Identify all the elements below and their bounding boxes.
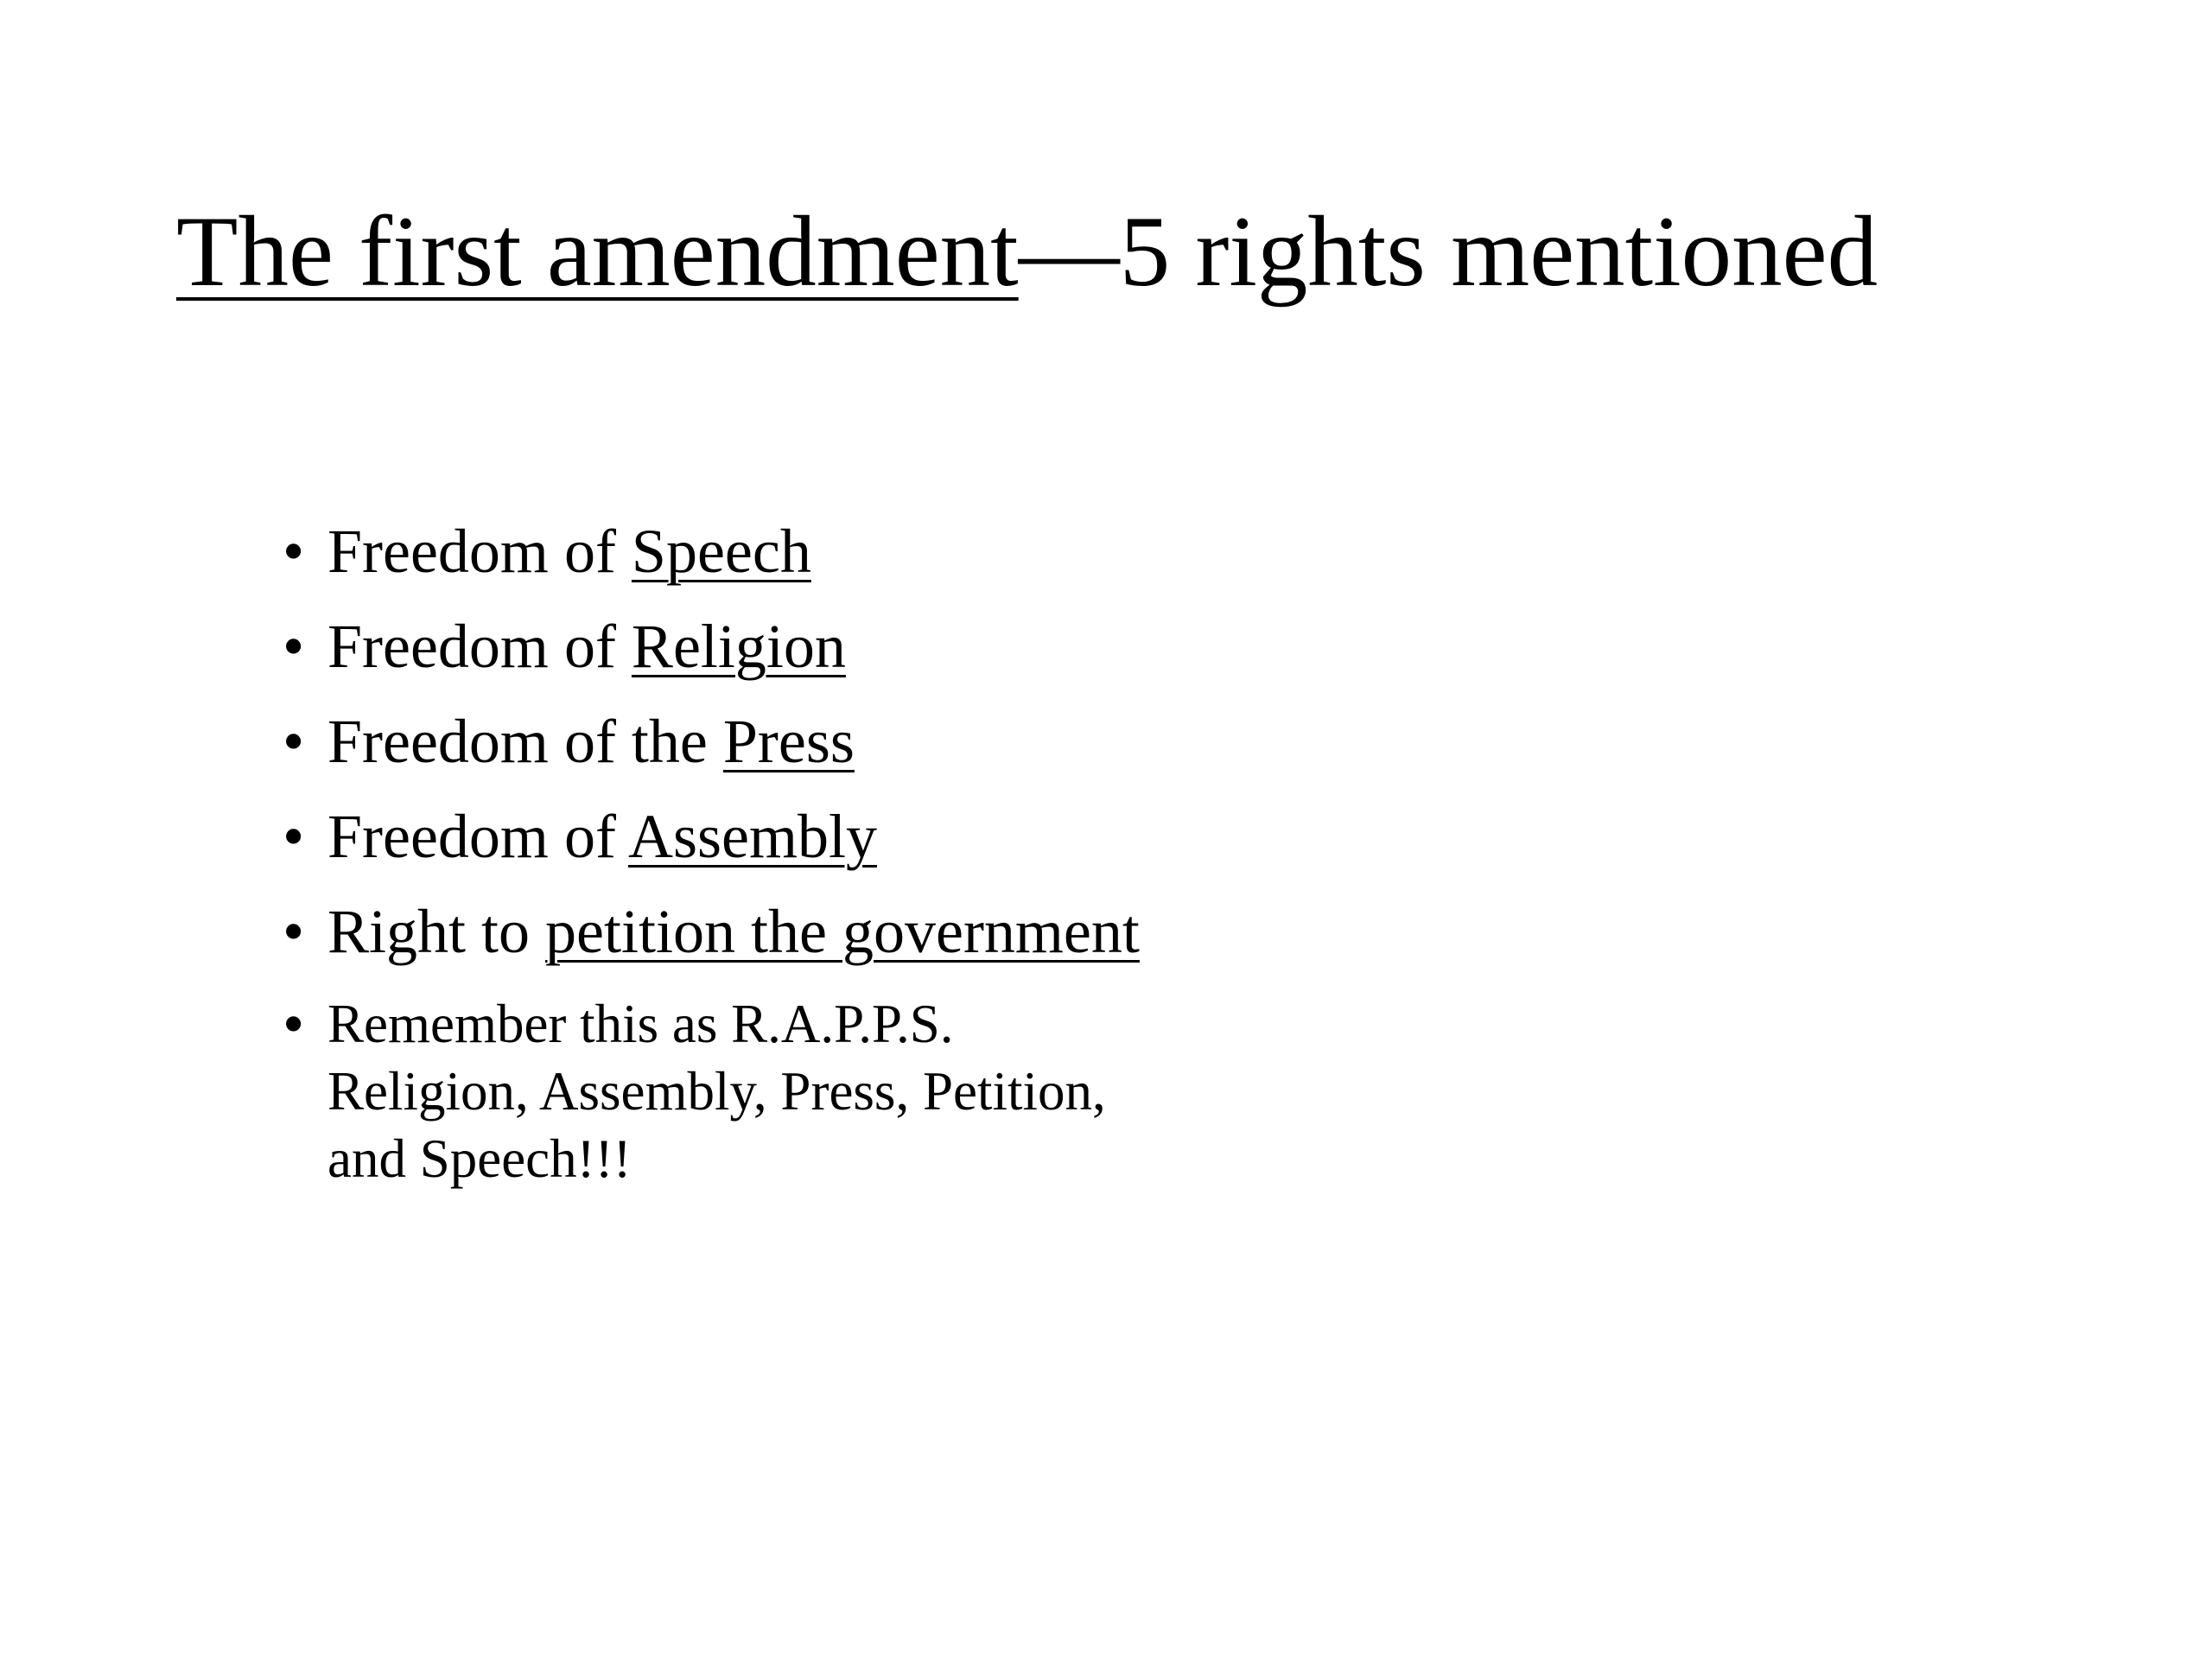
note-line-2: Religion, Assembly, Press, Petition,: [327, 1061, 1106, 1122]
bullet-item-speech: [283, 515, 1302, 588]
bullet-item-press: [283, 705, 1302, 778]
bullet-dot-icon: •: [283, 802, 305, 871]
bullet-prefix: Right to: [327, 897, 546, 966]
bullet-prefix: Freedom of: [327, 802, 628, 871]
slide-title-underlined: The first amendment: [176, 196, 1019, 308]
bullet-prefix: Freedom of: [327, 517, 632, 586]
bullet-keyword: petition the government: [545, 897, 1140, 966]
slide-title-rest: —5 rights mentioned: [1018, 196, 1878, 308]
bullet-dot-icon: •: [283, 989, 305, 1058]
bullet-dot-icon: •: [283, 707, 305, 776]
bullet-dot-icon: •: [283, 517, 305, 586]
bullet-item-mnemonic-note: [283, 990, 1302, 1192]
bullet-item-petition: [283, 895, 1302, 968]
rights-bullet-list: [283, 515, 1302, 1215]
note-line-1: Remember this as R.A.P.P.S.: [327, 994, 954, 1054]
note-line-3: and Speech!!!: [327, 1128, 632, 1189]
bullet-keyword: Assembly: [627, 802, 877, 871]
bullet-prefix: Freedom of: [327, 612, 632, 681]
bullet-keyword: Press: [722, 707, 855, 776]
bullet-dot-icon: •: [283, 612, 305, 681]
bullet-keyword: Speech: [631, 517, 811, 586]
bullet-prefix: Freedom of the: [327, 707, 723, 776]
bullet-keyword: Religion: [631, 612, 846, 681]
bullet-item-assembly: [283, 800, 1302, 873]
bullet-item-religion: [283, 610, 1302, 683]
bullet-dot-icon: •: [283, 897, 305, 966]
slide-title: [176, 192, 1878, 313]
